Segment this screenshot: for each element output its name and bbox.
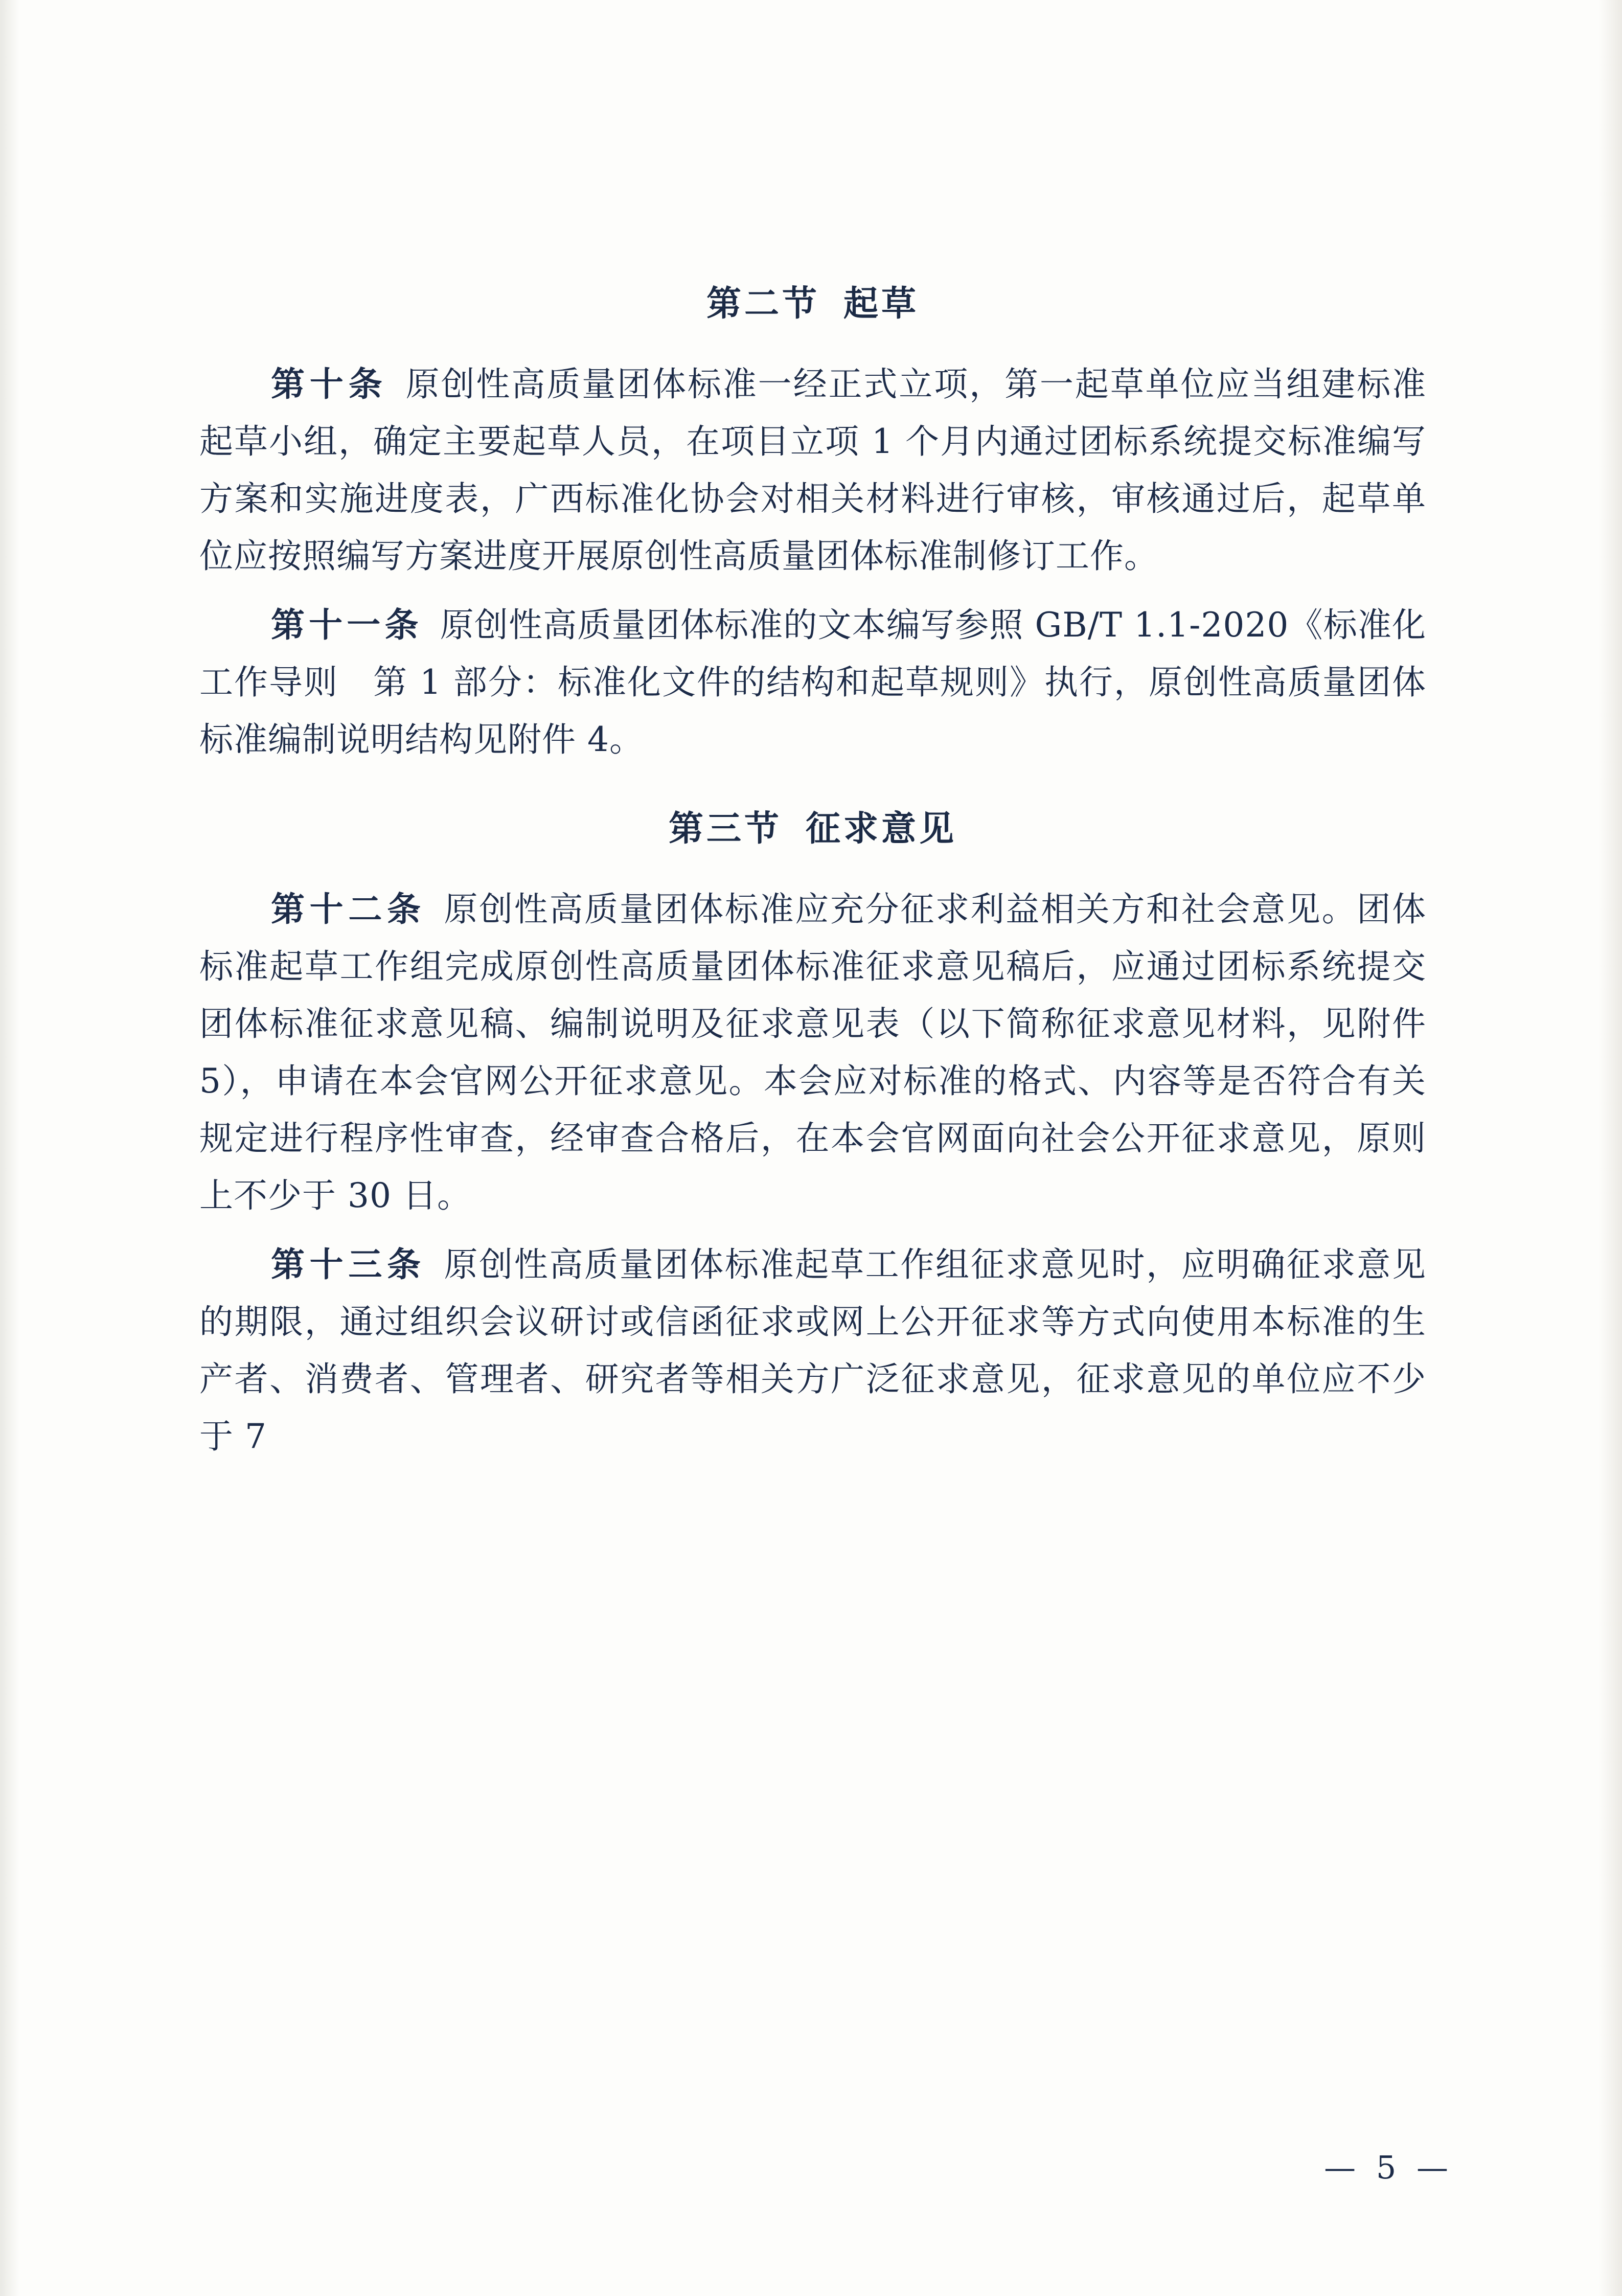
- article-11-paragraph: [199, 596, 1426, 768]
- page-number: — 5 —: [1324, 2149, 1453, 2186]
- article-13-text: 原创性高质量团体标准起草工作组征求意见时，应明确征求意见的期限，通过组织会议研讨或信函征求或网上公开征求等方式向使用本标准的生产者、消费者、管理者、研究者等相关方广泛征求意见，征求意见的单位应不少于 7: [199, 1245, 1426, 1456]
- section-heading-text-2: [199, 801, 1426, 851]
- article-10-lead: 第十条: [271, 364, 387, 404]
- section-heading-title: 起草: [843, 283, 920, 324]
- article-10-paragraph: [199, 355, 1426, 585]
- article-12-text: 原创性高质量团体标准应充分征求利益相关方和社会意见。团体标准起草工作组完成原创性高质量团体标准征求意见稿后，应通过团标系统提交团体标准征求意见稿、编制说明及征求意见表（以下简称征求意见材料，见附件 5），申请在本会官网公开征求意见。本会应对标准的格式、内容等是否符合有关规定进行程序性审查，经审查合格后，在本会官网面向社会公开征求意见，原则上不少于 30 日。: [199, 890, 1426, 1215]
- article-13-paragraph: [199, 1236, 1426, 1465]
- article-12-paragraph: [199, 880, 1426, 1224]
- article-13-lead: 第十三条: [271, 1244, 426, 1284]
- section-heading-prefix: 第二节: [706, 283, 820, 324]
- article-10-text: 原创性高质量团体标准一经正式立项，第一起草单位应当组建标准起草小组，确定主要起草人员，在项目立项 1 个月内通过团标系统提交标准编写方案和实施进度表，广西标准化协会对相关材料进行审核，审核通过后，起草单位应按照编写方案进度开展原创性高质量团体标准制修订工作。: [199, 365, 1426, 576]
- section-heading-draft: [199, 276, 1426, 326]
- article-12-lead: 第十二条: [271, 889, 426, 929]
- section-heading-prefix-2: 第三节: [668, 808, 782, 849]
- article-11-lead: 第十一条: [271, 605, 423, 645]
- article-11-text: 原创性高质量团体标准的文本编写参照 GB/T 1.1-2020《标准化工作导则 第 1 部分：标准化文件的结构和起草规则》执行，原创性高质量团体标准编制说明结构见附件 4。: [199, 605, 1427, 759]
- section-heading-comments: [199, 801, 1426, 851]
- section-heading-text: [199, 276, 1426, 326]
- page-content: [199, 276, 1426, 1476]
- section-heading-title-2: 征求意见: [806, 808, 957, 849]
